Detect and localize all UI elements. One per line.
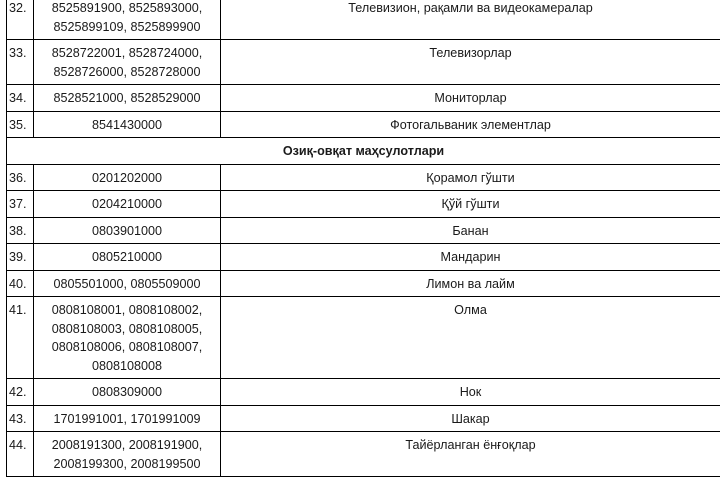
- tariff-code-table: [6, 0, 720, 477]
- hs-code-line: 8528521000, 8528529000: [53, 91, 201, 105]
- table-row: [7, 85, 720, 112]
- section-title: Озиқ-овқат маҳсулотлари: [7, 138, 720, 165]
- hs-codes-cell: [34, 244, 221, 271]
- hs-codes-cell: [34, 191, 221, 218]
- hs-code-line: 2008191300, 2008191900,: [51, 438, 203, 452]
- hs-codes-cell: [34, 432, 221, 477]
- row-number: 36.: [7, 164, 34, 191]
- product-name: Банан: [221, 217, 720, 244]
- product-name: Қорамол гўшти: [221, 164, 720, 191]
- table-row: [7, 432, 720, 477]
- product-name: Фотогальваник элементлар: [221, 111, 720, 138]
- table-row: [7, 111, 720, 138]
- row-number: 38.: [7, 217, 34, 244]
- row-number: 35.: [7, 111, 34, 138]
- table-row: [7, 164, 720, 191]
- hs-code-line: 0808309000: [91, 385, 163, 399]
- hs-code-line: 0808108001, 0808108002,: [51, 303, 203, 317]
- hs-code-line: 1701991001, 1701991009: [53, 411, 201, 426]
- product-name: Лимон ва лайм: [221, 270, 720, 297]
- table-row: [7, 0, 720, 40]
- hs-code-line: 0808108008: [91, 358, 163, 373]
- row-number: 41.: [7, 297, 34, 379]
- section-header-row: [7, 138, 720, 165]
- row-number: 34.: [7, 85, 34, 112]
- hs-codes-cell: [34, 111, 221, 138]
- hs-codes-cell: [34, 85, 221, 112]
- table-row: [7, 191, 720, 218]
- hs-code-line: 8541430000: [91, 117, 163, 132]
- product-name: Мониторлар: [221, 85, 720, 112]
- row-number: 33.: [7, 40, 34, 85]
- product-name: Мандарин: [221, 244, 720, 271]
- product-name: Телевизорлар: [221, 40, 720, 85]
- hs-code-line: 0803901000: [91, 223, 163, 238]
- hs-codes-cell: [34, 217, 221, 244]
- product-name: Қўй гўшти: [221, 191, 720, 218]
- hs-codes-cell: [34, 379, 221, 406]
- hs-codes-cell: [34, 164, 221, 191]
- row-number: 40.: [7, 270, 34, 297]
- row-number: 42.: [7, 379, 34, 406]
- hs-codes-cell: [34, 405, 221, 432]
- document-page: [6, 0, 720, 477]
- table-body-food: [7, 164, 720, 477]
- hs-code-line: 0808108003, 0808108005,: [51, 321, 203, 336]
- table-row: [7, 270, 720, 297]
- hs-code-line: 0204210000: [91, 197, 163, 211]
- table-row: [7, 405, 720, 432]
- hs-code-line: 0805210000: [91, 250, 163, 264]
- table-row: [7, 244, 720, 271]
- product-name: Шакар: [221, 405, 720, 432]
- row-number: 39.: [7, 244, 34, 271]
- product-name: Телевизион, рақамли ва видеокамералар: [221, 0, 720, 40]
- hs-codes-cell: [34, 40, 221, 85]
- table-row: [7, 379, 720, 406]
- hs-code-line: 0805501000, 0805509000: [53, 276, 201, 291]
- product-name: Олма: [221, 297, 720, 379]
- product-name: Нок: [221, 379, 720, 406]
- hs-code-line: 8528726000, 8528728000: [53, 64, 201, 79]
- row-number: 32.: [7, 0, 34, 40]
- hs-code-line: 0808108006, 0808108007,: [51, 340, 203, 354]
- hs-code-line: 0201202000: [91, 170, 163, 185]
- hs-code-line: 8528722001, 8528724000,: [51, 46, 203, 60]
- hs-codes-cell: [34, 0, 221, 40]
- table-body-electronics: [7, 0, 720, 138]
- hs-code-line: 8525899109, 8525899900: [53, 19, 201, 34]
- product-name: Тайёрланган ёнғоқлар: [221, 432, 720, 477]
- table-row: [7, 217, 720, 244]
- row-number: 43.: [7, 405, 34, 432]
- table-row: [7, 40, 720, 85]
- hs-codes-cell: [34, 270, 221, 297]
- hs-code-line: 8525891900, 8525893000,: [51, 1, 203, 15]
- table-row: [7, 297, 720, 379]
- hs-code-line: 2008199300, 2008199500: [53, 456, 201, 471]
- section-header-group: [7, 138, 720, 165]
- row-number: 44.: [7, 432, 34, 477]
- row-number: 37.: [7, 191, 34, 218]
- hs-codes-cell: [34, 297, 221, 379]
